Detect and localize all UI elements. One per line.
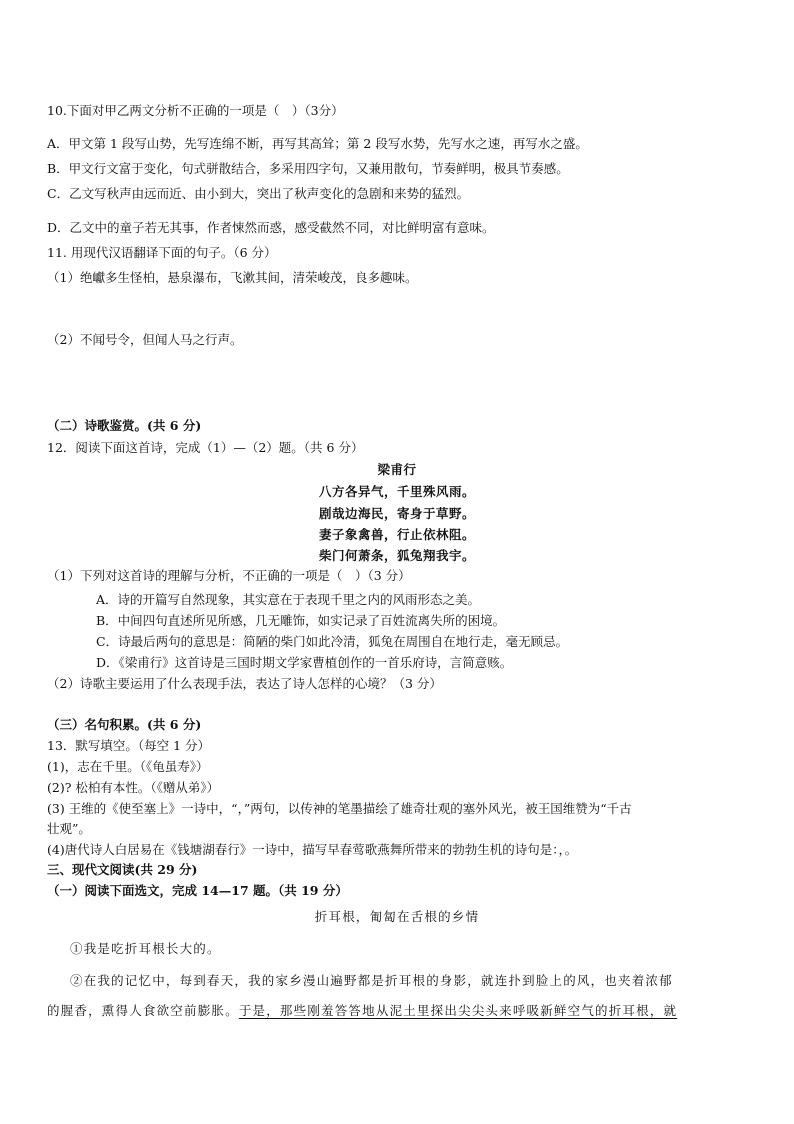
essay-underlined-sentence: 于是，那些刚羞答答地从泥土里探出尖尖头来呼吸新鲜空气的折耳根，就 [238,1003,678,1018]
q10-option-d: D．乙文中的童子若无其事，作者悚然而惑，感受截然不同，对比鲜明富有意味。 [47,220,495,235]
poem-line-1: 八方各异气，千里殊风雨。 [318,484,475,499]
poem-title: 梁甫行 [377,462,417,477]
q12-option-d: D．《梁甫行》这首诗是三国时期文学家曹植创作的一首乐府诗，言简意赅。 [96,655,513,670]
q12-option-b: B．中间四句直述所见所感，几无雕饰，如实记录了百姓流离失所的困境。 [96,613,506,628]
q13-fill-3-line-2: 壮观”。 [47,821,91,836]
q12-option-c: C．诗最后两句的意思是：简陋的柴门如此冷清，狐兔在周围自在地行走，毫无顾忌。 [96,634,569,649]
q10-stem: 10.下面对甲乙两文分析不正确的一项是（ ）（3分） [47,103,344,118]
q13-fill-4: (4)唐代诗人白居易在《钱塘湖春行》一诗中，描写早春莺歌燕舞所带来的勃勃生机的诗句是：，。 [47,842,578,857]
q12-part1-stem: （1）下列对这首诗的理解与分析，不正确的一项是（ ）（3 分） [47,568,411,583]
essay-plain-text: 的腥香，熏得人食欲空前膨胀。 [47,1003,239,1018]
q13-fill-2: (2)? 松柏有本性。（《赠从弟》） [47,780,220,795]
q10-option-c: C．乙文写秋声由远而近、由小到大，突出了秋声变化的急剧和来势的猛烈。 [47,186,470,201]
q12-part2: （2）诗歌主要运用了什么表现手法，表达了诗人怎样的心境？（3 分） [47,676,442,691]
q11-stem: 11. 用现代汉语翻译下面的句子。（6 分） [47,245,277,260]
essay-paragraph-2-line-1: ②在我的记忆中，每到春天，我的家乡漫山遍野都是折耳根的身影，就连扑到脸上的风，也夹着浓郁 [70,973,673,988]
section-famous-lines-title: （三）名句积累。(共 6 分) [47,717,202,732]
poem-line-2: 剧哉边海民，寄身于草野。 [318,506,475,521]
essay-paragraph-2-line-2 [47,1003,677,1019]
poem-line-4: 柴门何萧条，狐兔翔我宇。 [318,548,475,563]
q10-option-b: B．甲文行文富于变化，句式骈散结合，多采用四字句，又兼用散句，节奏鲜明，极具节奏感。 [47,161,569,176]
poem-line-3: 妻子象禽兽，行止依林阻。 [318,527,475,542]
q12-option-a: A．诗的开篇写自然现象，其实意在于表现千里之内的风雨形态之美。 [96,592,481,607]
essay-paragraph-1: ①我是吃折耳根长大的。 [70,941,221,956]
part3-subsection-title: （一）阅读下面选文，完成 14—17 题。（共 19 分） [47,883,348,898]
q11-sentence-1: （1）绝巘多生怪柏，悬泉瀑布，飞漱其间，清荣峻茂，良多趣味。 [47,270,418,285]
q10-option-a: A．甲文第 1 段写山势，先写连绵不断，再写其高耸；第 2 段写水势，先写水之速，再写水之盛。 [47,136,588,151]
q13-fill-1: (1)，志在千里。（《龟虽寿》） [47,759,209,774]
q12-stem: 12．阅读下面这首诗，完成（1）—（2）题。（共 6 分） [47,440,364,455]
q13-stem: 13．默写填空。（每空 1 分） [47,738,211,753]
section-poetry-title: （二）诗歌鉴赏。(共 6 分) [47,418,202,433]
q11-sentence-2: （2）不闻号令，但闻人马之行声。 [47,332,243,347]
part3-title: 三、现代文阅读(共 29 分) [47,862,198,877]
essay-title: 折耳根，匍匐在舌根的乡情 [314,909,480,924]
q13-fill-3-line-1: (3) 王维的《使至塞上》一诗中，“，”两句，以传神的笔墨描绘了雄奇壮观的塞外风光，被王国维赞为“千古 [47,801,632,816]
